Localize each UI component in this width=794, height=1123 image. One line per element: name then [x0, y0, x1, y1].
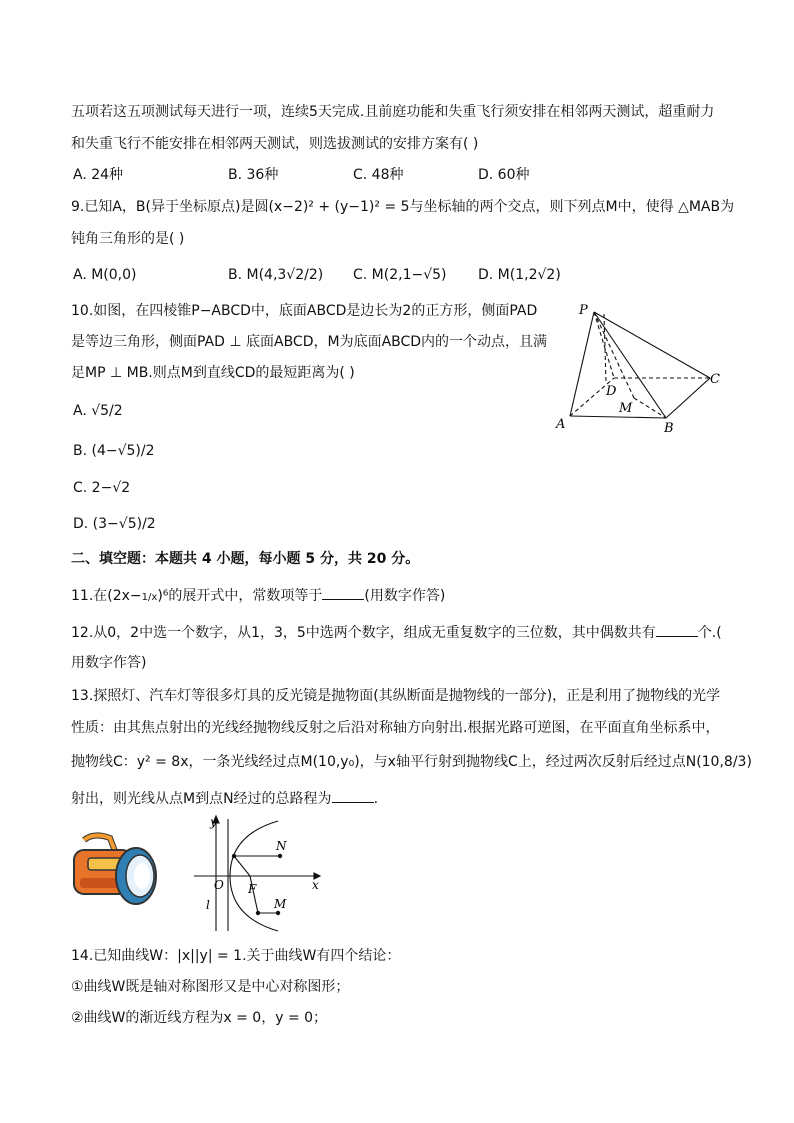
q14-line-2: ①曲线W既是轴对称图形又是中心对称图形；: [71, 979, 350, 995]
label-y-axis: y: [210, 815, 217, 829]
label-a: A: [556, 417, 566, 432]
label-n: N: [276, 839, 287, 853]
q11-after: (用数字作答): [364, 588, 446, 604]
q9-option-a: A. M(0,0): [73, 267, 137, 283]
q10-line-2: 是等边三角形，侧面PAD ⊥ 底面ABCD，M为底面ABCD内的一个动点，且满: [71, 334, 548, 350]
q13-text-a: 射出，则光线从点M到点N经过的总路程为: [71, 791, 332, 807]
q10-line-1: 10.如图，在四棱锥P−ABCD中，底面ABCD是边长为2的正方形，侧面PAD: [71, 303, 538, 319]
q14-line-1: 14.已知曲线W：|x||y| = 1.关于曲线W有四个结论：: [71, 948, 401, 964]
q11-line: [71, 585, 445, 608]
q8-line-2: 和失重飞行不能安排在相邻两天测试，则选拔测试的安排方案有( ): [71, 136, 479, 152]
q9-option-b: B. M(4,3√2/2): [228, 267, 324, 283]
label-d: D: [606, 384, 617, 399]
q12-line-1: [71, 622, 722, 643]
q13-line-1: 13.探照灯、汽车灯等很多灯具的反光镜是抛物面(其纵断面是抛物线的一部分)，正是利用了抛物线的光学: [71, 688, 721, 704]
q9-option-c: C. M(2,1−√5): [353, 267, 447, 283]
q10-option-d: D. (3−√5)/2: [73, 516, 156, 532]
q10-option-a: A. √5/2: [73, 403, 123, 419]
q13-answer-blank[interactable]: [332, 788, 374, 803]
section-2-heading: 二、填空题：本题共 4 小题，每小题 5 分，共 20 分。: [71, 551, 420, 567]
q9-line-2: 钝角三角形的是( ): [71, 231, 185, 247]
q12-text-a: 12.从0，2中选一个数字，从1，3，5中选两个数字，组成无重复数字的三位数，其中偶数共有: [71, 625, 656, 641]
q8-option-a: A. 24种: [73, 167, 124, 183]
q9-line-1: 9.已知A，B(异于坐标原点)是圆(x−2)² + (y−1)² = 5与坐标轴的两个交点，则下列点M中，使得 △MAB为: [71, 199, 735, 215]
label-m: M: [619, 401, 633, 416]
label-c: C: [710, 372, 720, 387]
label-directrix: l: [206, 898, 210, 912]
label-origin: O: [214, 878, 224, 892]
q10-option-c: C. 2−√2: [73, 480, 131, 496]
q13-line-4: [71, 788, 378, 809]
q12-answer-blank[interactable]: [656, 622, 698, 637]
q11-exp: )⁶的展开式中，常数项等于: [157, 588, 323, 604]
q11-frac: 1/x: [141, 592, 158, 603]
q8-option-b: B. 36种: [228, 167, 279, 183]
q8-line-1: 五项若这五项测试每天进行一项，连续5天完成.且前庭功能和失重飞行须安排在相邻两天测试，超重耐力: [71, 104, 715, 120]
label-p: P: [579, 303, 588, 318]
q10-option-b: B. (4−√5)/2: [73, 443, 155, 459]
label-b: B: [664, 421, 674, 436]
parabola-figure: [190, 813, 330, 935]
flashlight-illustration: [70, 828, 165, 918]
q13-text-b: .: [373, 791, 379, 807]
q8-option-c: C. 48种: [353, 167, 404, 183]
label-focus: F: [248, 882, 257, 896]
q11-answer-blank[interactable]: [322, 585, 364, 600]
q14-line-3: ②曲线W的渐近线方程为x = 0，y = 0；: [71, 1010, 328, 1026]
q10-line-3: 足MP ⊥ MB.则点M到直线CD的最短距离为( ): [71, 365, 355, 381]
q13-line-3: 抛物线C：y² = 8x，一条光线经过点M(10,y₀)，与x轴平行射到抛物线C上，经过两次反射后经过点N(10,8/3): [71, 754, 752, 770]
q12-line-2: 用数字作答): [71, 655, 147, 671]
label-x-axis: x: [312, 878, 319, 892]
q11-before: 11.在(2x−: [71, 588, 142, 604]
q8-option-d: D. 60种: [478, 167, 530, 183]
pyramid-figure: [548, 298, 738, 438]
q9-option-d: D. M(1,2√2): [478, 267, 561, 283]
label-m: M: [274, 897, 287, 911]
q12-text-b: 个.(: [697, 625, 722, 641]
q13-line-2: 性质：由其焦点射出的光线经抛物线反射之后沿对称轴方向射出.根据光路可逆图，在平面直角坐标系中，: [71, 720, 720, 736]
